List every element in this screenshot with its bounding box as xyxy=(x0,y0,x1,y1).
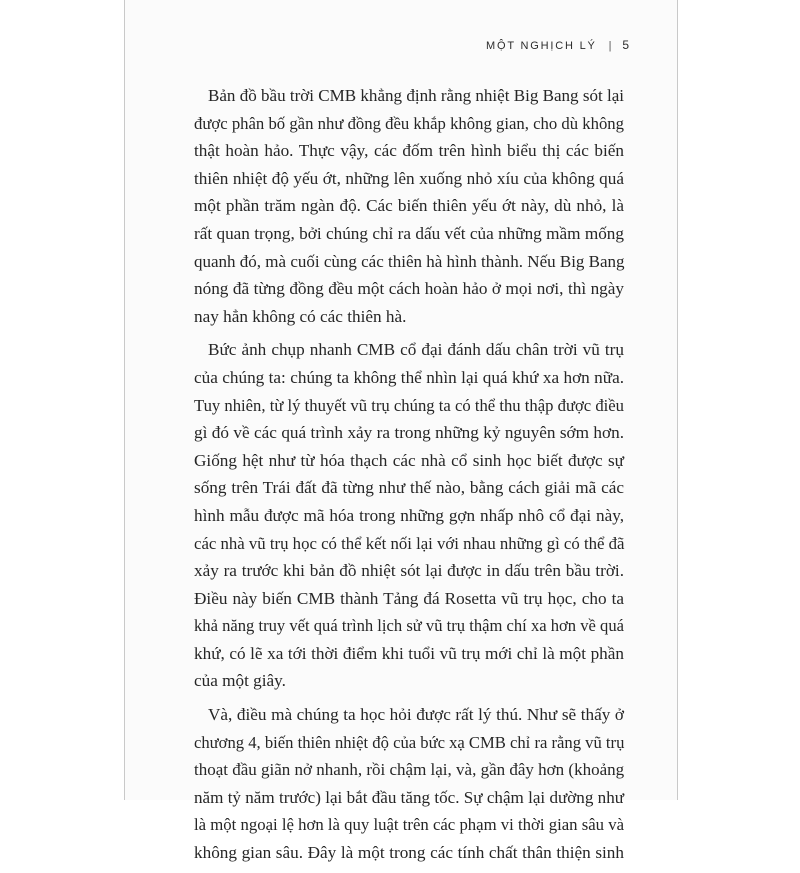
text-line: chương 4, biến thiên nhiệt độ của bức xạ CMB chỉ ra rằng vũ trụ xyxy=(194,732,625,752)
text-line: nay hẳn không có các thiên hà. xyxy=(194,306,407,326)
text-line: của một giây. xyxy=(194,671,286,691)
running-title: MỘT NGHỊCH LÝ xyxy=(486,40,597,52)
text-line: hình mẫu được mã hóa trong những gợn nhấp nhô cổ đại này, xyxy=(194,505,624,525)
book-page xyxy=(124,0,678,863)
text-line: các nhà vũ trụ học có thể kết nối lại với nhau những gì có thể đã xyxy=(194,533,625,553)
body-text xyxy=(194,82,624,873)
text-line: thoạt đầu giãn nở nhanh, rồi chậm lại, và, gần đây hơn (khoảng xyxy=(194,760,625,780)
text-line: Tuy nhiên, từ lý thuyết vũ trụ chúng ta có thể thu thập được điều xyxy=(194,395,624,415)
text-line: rất quan trọng, bởi chúng chỉ ra dấu vết của những mầm mống xyxy=(194,223,624,243)
text-line: một phần trăm ngàn độ. Các biến thiên yếu ớt này, dù nhỏ, là xyxy=(194,196,624,216)
paragraph-2 xyxy=(194,336,624,695)
text-line: khả năng truy vết quá trình lịch sử vũ trụ thậm chí xa hơn về quá xyxy=(194,616,624,636)
text-line: được phân bố gần như đồng đều khắp không gian, cho dù không xyxy=(194,113,624,133)
text-line: khứ, có lẽ xa tới thời điểm khi tuổi vũ trụ mới chỉ là một phần xyxy=(194,643,624,663)
text-line: Bản đồ bầu trời CMB khẳng định rằng nhiệt Big Bang sót lại xyxy=(208,86,624,105)
text-line: nóng đã từng đồng đều một cách hoàn hảo ở mọi nơi, thì ngày xyxy=(194,279,624,299)
text-line: thiên nhiệt độ yếu ớt, những lên xuống nhỏ xíu của không quá xyxy=(194,168,624,188)
text-line: là một ngoại lệ hơn là quy luật trên các phạm vi thời gian sâu và xyxy=(194,815,624,835)
text-line: gì đó về các quá trình xảy ra trong những kỷ nguyên sớm hơn. xyxy=(194,423,624,443)
text-line: thật hoàn hảo. Thực vậy, các đốm trên hình biểu thị các biến xyxy=(194,141,624,161)
text-line: sống trên Trái đất đã từng như thế nào, bằng cách giải mã các xyxy=(194,478,624,498)
running-header xyxy=(486,38,629,52)
text-line: không gian sâu. Đây là một trong các tính chất thân thiện sinh xyxy=(194,843,624,863)
paragraph-1 xyxy=(194,82,624,330)
text-line: của chúng ta: chúng ta không thể nhìn lại quá khứ xa hơn nữa. xyxy=(194,367,624,387)
text-line: quanh đó, mà cuối cùng các thiên hà hình thành. Nếu Big Bang xyxy=(194,251,625,271)
text-line: Bức ảnh chụp nhanh CMB cổ đại đánh dấu chân trời vũ trụ xyxy=(208,340,624,360)
page-number: 5 xyxy=(622,38,629,52)
text-line: xảy ra trước khi bản đồ nhiệt sót lại được in dấu trên bầu trời. xyxy=(194,561,624,581)
text-line: năm tỷ năm trước) lại bắt đầu tăng tốc. Sự chậm lại dường như xyxy=(194,787,624,807)
paragraph-3 xyxy=(194,701,624,867)
header-separator: | xyxy=(608,40,614,52)
text-line: Giống hệt như từ hóa thạch các nhà cổ sinh học biết được sự xyxy=(194,450,624,470)
text-line: Điều này biến CMB thành Tảng đá Rosetta vũ trụ học, cho ta xyxy=(194,588,624,608)
text-line: Và, điều mà chúng ta học hỏi được rất lý thú. Như sẽ thấy ở xyxy=(208,705,624,725)
